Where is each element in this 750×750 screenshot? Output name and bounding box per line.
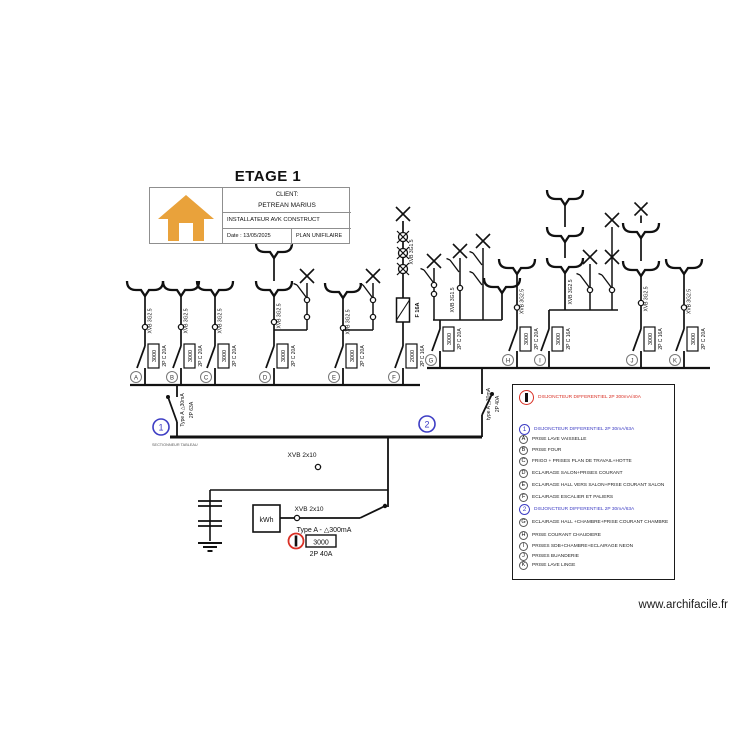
fuse-label: F 16A <box>415 302 421 318</box>
diff-switch-icon <box>168 397 177 422</box>
circuit-letter: H <box>505 358 511 365</box>
cable-label: XVB 3G2.5 <box>568 279 574 305</box>
rating-label: 2P C 20A <box>232 345 238 367</box>
switch-icon <box>294 284 298 286</box>
main-breaker-type: Type A - △300mA <box>296 527 352 534</box>
breaker-icon <box>633 329 641 351</box>
socket-icon <box>256 243 292 258</box>
circuit-letter: F <box>392 375 396 382</box>
rating-label: 2P C 20A <box>162 345 168 367</box>
switch-icon <box>470 252 474 254</box>
legend-label: PRISE FOUR <box>532 447 562 453</box>
title-block <box>149 187 350 244</box>
power-value: 3000 <box>281 349 287 363</box>
breaker-icon <box>509 329 517 351</box>
legend-label: ECLAIRAGE HALL VERS SALON+PRISE COURANT SALON <box>532 482 665 488</box>
circuit-symbol: B <box>519 446 528 455</box>
switch-node <box>431 282 436 287</box>
circuit-letter: K <box>672 358 678 365</box>
breaker-icon <box>137 346 145 368</box>
rating-label: 2P C 20A <box>534 328 540 350</box>
diff2-type: type A △30mA <box>486 388 492 420</box>
diff2-number: 2 <box>424 419 430 430</box>
diff2-rating: 2P 40A <box>495 395 501 413</box>
legend-row <box>519 558 575 572</box>
plan-type-cell: PLAN UNIFILAIRE <box>296 233 343 239</box>
socket-icon <box>325 283 361 298</box>
watermark: www.archifacile.fr <box>638 599 728 611</box>
switch-node <box>609 287 614 292</box>
rating-label: 2P C 16A <box>658 328 664 350</box>
meter-cable-label: XVB 2x10 <box>294 506 324 513</box>
switch-icon <box>473 273 482 285</box>
cable-label: XVB 3G1.5 <box>409 239 415 265</box>
circuit-letter: C <box>203 375 209 382</box>
power-value: 2000 <box>410 349 416 363</box>
switch-node <box>304 297 309 302</box>
node-circle <box>315 464 320 469</box>
power-value: 3000 <box>152 349 158 363</box>
breaker-icon <box>432 329 440 351</box>
contact-dot <box>383 504 387 508</box>
circuit-symbol: E <box>519 481 528 490</box>
node-circle <box>370 314 375 319</box>
circuit-letter: E <box>331 375 337 382</box>
circuit-symbol: D <box>519 469 528 478</box>
circuit-symbol: A <box>519 435 528 444</box>
breaker-icon <box>266 346 274 368</box>
circuit-letter: I <box>539 358 541 365</box>
circuit-letter: D <box>262 375 268 382</box>
rating-label: 2P C 20A <box>360 345 366 367</box>
switch-icon <box>447 259 451 261</box>
breaker-icon <box>676 329 684 351</box>
cable-label: XVB 3G2.5 <box>519 288 526 315</box>
cable-label: XVB 3G2.5 <box>345 309 352 335</box>
power-value: 3000 <box>648 332 654 346</box>
socket-icon <box>547 190 583 205</box>
rating-label: 2P C 20A <box>457 328 463 350</box>
cable-label: XVB 3G2.5 <box>183 308 190 334</box>
circuit-symbol: F <box>519 493 528 502</box>
circuit-letter: J <box>630 358 634 365</box>
power-value: 3000 <box>691 332 697 346</box>
socket-icon <box>623 261 659 276</box>
legend-label: FRIGO + PRISES PLAN DE TRAVAIL+HOTTE <box>532 458 632 464</box>
legend-label: PRISES SDB+CHAMBRE+ECLAIRAGE NEON <box>532 543 634 549</box>
client-label: CLIENT: <box>275 192 299 198</box>
page-title: ETAGE 1 <box>234 168 302 185</box>
breaker-icon <box>207 346 215 368</box>
power-value: 3000 <box>188 349 194 363</box>
client-cell <box>223 188 351 213</box>
socket-icon <box>484 278 520 293</box>
socket-icon <box>127 281 163 296</box>
circuit-symbol: I <box>519 542 528 551</box>
diff1-number: 1 <box>158 422 164 433</box>
socket-icon <box>197 281 233 296</box>
socket-icon <box>499 259 535 274</box>
switch-icon <box>602 275 611 287</box>
cable-label: XVB 3G2.5 <box>643 286 650 312</box>
socket-icon <box>547 258 583 273</box>
switch-node <box>457 285 462 290</box>
circuit-symbol: G <box>519 518 528 527</box>
legend-label: PRISES BUANDERIE <box>532 553 579 559</box>
switch-icon <box>580 275 589 287</box>
diff-breaker-symbol: 1 <box>519 424 530 435</box>
rating-label: 2P C 20A <box>701 328 707 350</box>
circuit-symbol: H <box>519 531 528 540</box>
switch-node <box>370 297 375 302</box>
legend-label: ECLAIRAGE ESCALIER ET PALIERS <box>532 494 614 500</box>
power-value: 3000 <box>556 332 562 346</box>
installer-cell: INSTALLATEUR AVK CONSTRUCT <box>223 213 351 229</box>
breaker-icon <box>335 346 343 368</box>
rating-label: 2P C 20A <box>291 345 297 367</box>
node-circle <box>294 515 299 520</box>
switch-icon <box>297 285 306 297</box>
switch-icon <box>421 269 425 271</box>
legend-label: DISJONCTEUR DIFFERENTIEL 2P 30mA/63A <box>534 506 635 512</box>
legend-row <box>519 502 634 516</box>
main-rating: 2P 40A <box>309 551 333 558</box>
breaker-icon <box>541 329 549 351</box>
main-switch-icon <box>360 506 385 518</box>
circuit-letter: G <box>428 358 434 365</box>
legend-row <box>519 515 668 529</box>
cable-label: XVB 3G1.5 <box>450 287 456 313</box>
switch-icon <box>470 272 474 274</box>
switch-icon <box>450 260 459 272</box>
rating-label: 2P C 20A <box>198 345 204 367</box>
circuit-symbol: J <box>519 552 528 561</box>
cable-label: XVB 3G2.5 <box>147 308 154 334</box>
circuit-letter: B <box>169 375 175 382</box>
switch-node <box>431 291 436 296</box>
diff-breaker-symbol: 2 <box>519 504 530 515</box>
legend-label: PRISE LAVE LINGE <box>532 562 576 568</box>
date-cell: Date : 13/05/2025 <box>223 229 292 245</box>
legend-label: PRISE LAVE VAISSELLE <box>532 436 587 442</box>
switch-icon <box>424 270 433 282</box>
legend-label: DISJONCTEUR DIFFERENTIEL 2P 30mA/63A <box>534 426 635 432</box>
socket-icon <box>666 259 702 274</box>
sectionneur-note: SECTIONNEUR TABLEAU <box>152 443 198 447</box>
switch-icon <box>473 253 482 265</box>
socket-icon <box>163 281 199 296</box>
legend-label: PRISE COURANT CHAUDIERE <box>532 532 601 538</box>
switch-icon <box>577 274 581 276</box>
incoming-cable-label: XVB 2x10 <box>287 452 317 459</box>
socket-icon <box>623 223 659 238</box>
switch-node <box>587 287 592 292</box>
switch-icon <box>363 285 372 297</box>
breaker-icon <box>395 346 403 368</box>
diff1-type: Type A △30mA <box>180 393 186 427</box>
legend <box>512 384 675 580</box>
cable-label: XVB 3G2.5 <box>217 308 224 334</box>
switch-icon <box>599 274 603 276</box>
client-name: PETREAN MARIUS <box>258 201 316 209</box>
breaker-icon <box>173 346 181 368</box>
power-value: 3000 <box>524 332 530 346</box>
circuit-symbol: C <box>519 457 528 466</box>
diff1-rating: 2P 63A <box>189 401 195 419</box>
power-value: 3000 <box>350 349 356 363</box>
house-door <box>179 223 193 241</box>
node-circle <box>304 314 309 319</box>
legend-label: DISJONCTEUR DIFFERENTIEL 2P 300mA/40A <box>538 394 641 400</box>
legend-label: ECLAIRAGE HALL +CHAMBRE+PRISE COURANT CHAMBRE <box>532 519 669 525</box>
title-block-logo-cell <box>150 188 223 243</box>
main-power-value: 3000 <box>313 539 329 547</box>
circuit-letter: A <box>133 375 139 382</box>
meter-label: kWh <box>259 517 274 524</box>
cable-label: XVB 3G2.5 <box>276 303 283 329</box>
socket-icon <box>547 227 583 242</box>
legend-label: ECLAIRAGE SALON+PRISES COURANT <box>532 470 623 476</box>
power-value: 3000 <box>222 349 228 363</box>
rating-label: 2P C 16A <box>420 345 426 367</box>
socket-icon <box>256 281 292 296</box>
house-icon <box>154 191 218 241</box>
circuit-symbol: K <box>519 561 528 570</box>
rating-label: 2P C 16A <box>566 328 572 350</box>
cable-label: XVB 3G2.5 <box>686 288 693 315</box>
power-value: 3000 <box>447 332 453 346</box>
main-breaker-symbol <box>519 390 534 405</box>
legend-row <box>519 390 641 404</box>
